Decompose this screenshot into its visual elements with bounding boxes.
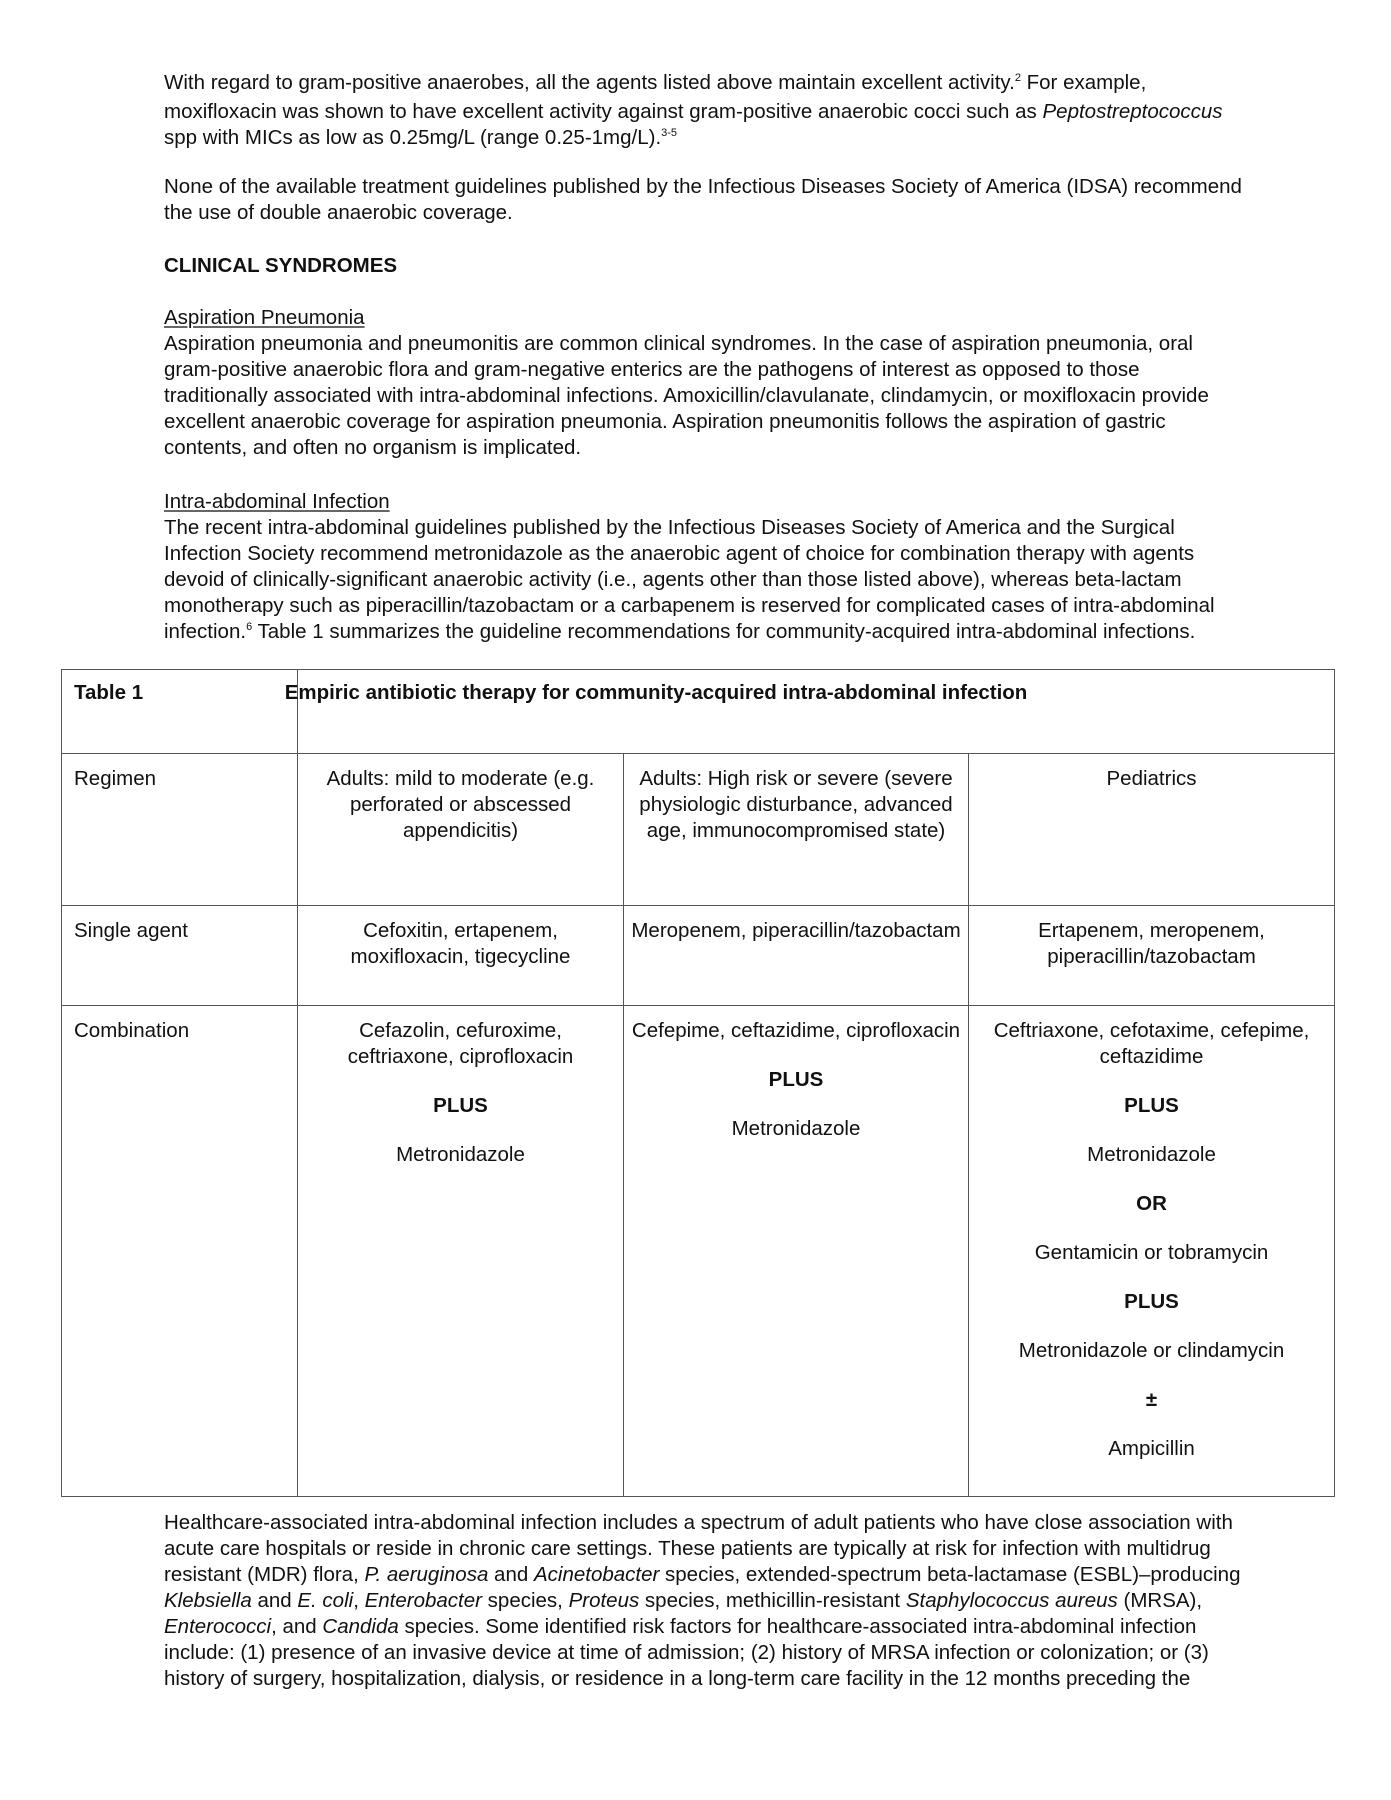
row-label: Regimen bbox=[62, 754, 298, 906]
italic-organism: Peptostreptococcus bbox=[1042, 100, 1223, 123]
text: Table 1 summarizes the guideline recommendations for community-acquired intra-abdominal infections. bbox=[252, 620, 1196, 643]
table-row-regimen bbox=[62, 754, 1335, 906]
table-cell bbox=[969, 1006, 1335, 1497]
citation-superscript: 6 bbox=[246, 621, 253, 633]
drug-list: Metronidazole bbox=[731, 1117, 861, 1140]
drug-list: Ceftriaxone, cefotaxime, cefepime, ceftazidime bbox=[993, 1019, 1310, 1068]
italic-organism: Enterobacter bbox=[364, 1589, 482, 1612]
text: and bbox=[251, 1589, 298, 1612]
text: Healthcare-associated intra-abdominal infection includes a spectrum of adult patients who have close association with acute care hospitals or reside in chronic care settings. These patients are typically at risk for infection with multidrug resistant (MDR) flora, bbox=[164, 1511, 1233, 1586]
connector: PLUS bbox=[1124, 1094, 1179, 1117]
text: spp with MICs as low as 0.25mg/L (range 0.25-1mg/L). bbox=[164, 126, 662, 149]
subsection-intra-abdominal bbox=[164, 489, 1244, 648]
subsection-body: Aspiration pneumonia and pneumonitis are common clinical syndromes. In the case of aspiration pneumonia, oral gram-positive anaerobic flora and gram-negative enterics are the pathogens of interest as opposed to those traditionally associated with intra-abdominal infections. Amoxicillin/clavulanate, clindamycin, or moxifloxacin provide excellent anaerobic coverage for aspiration pneumonia. Aspiration pneumonitis follows the aspiration of gastric contents, and often no organism is implicated. bbox=[164, 332, 1209, 459]
table-title-text: Empiric antibiotic therapy for community-acquired intra-abdominal infection bbox=[284, 681, 1028, 704]
drug-list: Cefepime, ceftazidime, ciprofloxacin bbox=[631, 1019, 961, 1042]
table-cell bbox=[624, 1006, 969, 1497]
paragraph-gram-positive-anaerobes bbox=[164, 70, 1244, 154]
subsection-aspiration-pneumonia bbox=[164, 305, 1244, 461]
italic-organism: Klebsiella bbox=[164, 1589, 252, 1612]
connector: OR bbox=[1136, 1192, 1167, 1215]
column-header-mild-moderate: Adults: mild to moderate (e.g. perforated or abscessed appendicitis) bbox=[298, 754, 624, 906]
paragraph-idsa-guidelines bbox=[164, 174, 1244, 226]
text: species, bbox=[481, 1589, 569, 1612]
connector: PLUS bbox=[1124, 1290, 1179, 1313]
drug-list: Metronidazole bbox=[396, 1143, 525, 1166]
text: With regard to gram-positive anaerobes, all the agents listed above maintain excellent activity. bbox=[164, 71, 1015, 94]
drug-list: Gentamicin or tobramycin bbox=[1034, 1241, 1269, 1264]
table-row-single-agent bbox=[62, 906, 1335, 1006]
italic-organism: P. aeruginosa bbox=[364, 1563, 489, 1586]
connector: ± bbox=[1145, 1388, 1158, 1411]
table-cell bbox=[298, 1006, 624, 1497]
drug-list: Cefazolin, cefuroxime, ceftriaxone, ciprofloxacin bbox=[347, 1019, 574, 1068]
text: species, methicillin-resistant bbox=[639, 1589, 906, 1612]
table-cell: Cefoxitin, ertapenem, moxifloxacin, tigecycline bbox=[298, 906, 624, 1006]
citation-superscript: 2 bbox=[1014, 72, 1021, 84]
table-row-combination bbox=[62, 1006, 1335, 1497]
drug-list: Metronidazole bbox=[1087, 1143, 1216, 1166]
italic-organism: Candida bbox=[322, 1615, 399, 1638]
italic-organism: Enterococci bbox=[164, 1615, 272, 1638]
text: species. Some identified risk factors for healthcare-associated intra-abdominal infection include: (1) presence of an invasive device at time of admission; (2) history of MRSA infection or colonization; or (3) history of surgery, hospitalization, dialysis, or residence in a long-term care facility in the 12 months preceding the bbox=[164, 1615, 1209, 1690]
table-title bbox=[284, 670, 1335, 754]
text: species, extended-spectrum beta-lactamase (ESBL)–producing bbox=[659, 1563, 1241, 1586]
italic-organism: E. coli bbox=[297, 1589, 354, 1612]
table-header-row bbox=[62, 670, 1335, 754]
text: None of the available treatment guidelines published by the Infectious Diseases Society of America (IDSA) recommend the use of double anaerobic coverage. bbox=[164, 175, 1242, 224]
subsection-heading: Aspiration Pneumonia bbox=[164, 306, 365, 329]
column-header-pediatrics: Pediatrics bbox=[969, 754, 1335, 906]
column-header-high-risk: Adults: High risk or severe (severe physiologic disturbance, advanced age, immunocompromised state) bbox=[624, 754, 969, 906]
text: and bbox=[488, 1563, 534, 1586]
subsection-heading: Intra-abdominal Infection bbox=[164, 490, 390, 513]
text: , and bbox=[271, 1615, 323, 1638]
table-label: Table 1 bbox=[62, 670, 298, 754]
table-empiric-therapy bbox=[61, 669, 1335, 1497]
row-label: Combination bbox=[62, 1006, 298, 1497]
drug-list: Ampicillin bbox=[1108, 1437, 1195, 1460]
text: For example, moxifloxacin was shown to have excellent activity against gram-positive anaerobic cocci such as bbox=[164, 71, 1147, 123]
italic-organism: Proteus bbox=[568, 1589, 640, 1612]
row-label: Single agent bbox=[62, 906, 298, 1006]
connector: PLUS bbox=[433, 1094, 488, 1117]
drug-list: Metronidazole or clindamycin bbox=[1018, 1339, 1285, 1362]
text: The recent intra-abdominal guidelines published by the Infectious Diseases Society of America and the Surgical Infection Society recommend metronidazole as the anaerobic agent of choice for combination therapy with agents devoid of clinically-significant anaerobic activity (i.e., agents other than those listed above), whereas beta-lactam monotherapy such as piperacillin/tazobactam or a carbapenem is reserved for complicated cases of intra-abdominal infection. bbox=[164, 516, 1215, 643]
table-cell: Ertapenem, meropenem, piperacillin/tazobactam bbox=[969, 906, 1335, 1006]
paragraph-healthcare-associated bbox=[164, 1510, 1244, 1692]
italic-organism: Acinetobacter bbox=[533, 1563, 660, 1586]
section-heading: CLINICAL SYNDROMES bbox=[164, 254, 398, 277]
italic-organism: Staphylococcus aureus bbox=[905, 1589, 1118, 1612]
citation-superscript: 3-5 bbox=[661, 127, 678, 139]
table-cell: Meropenem, piperacillin/tazobactam bbox=[624, 906, 969, 1006]
text: (MRSA), bbox=[1117, 1589, 1203, 1612]
connector: PLUS bbox=[768, 1068, 824, 1091]
text: , bbox=[353, 1589, 365, 1612]
